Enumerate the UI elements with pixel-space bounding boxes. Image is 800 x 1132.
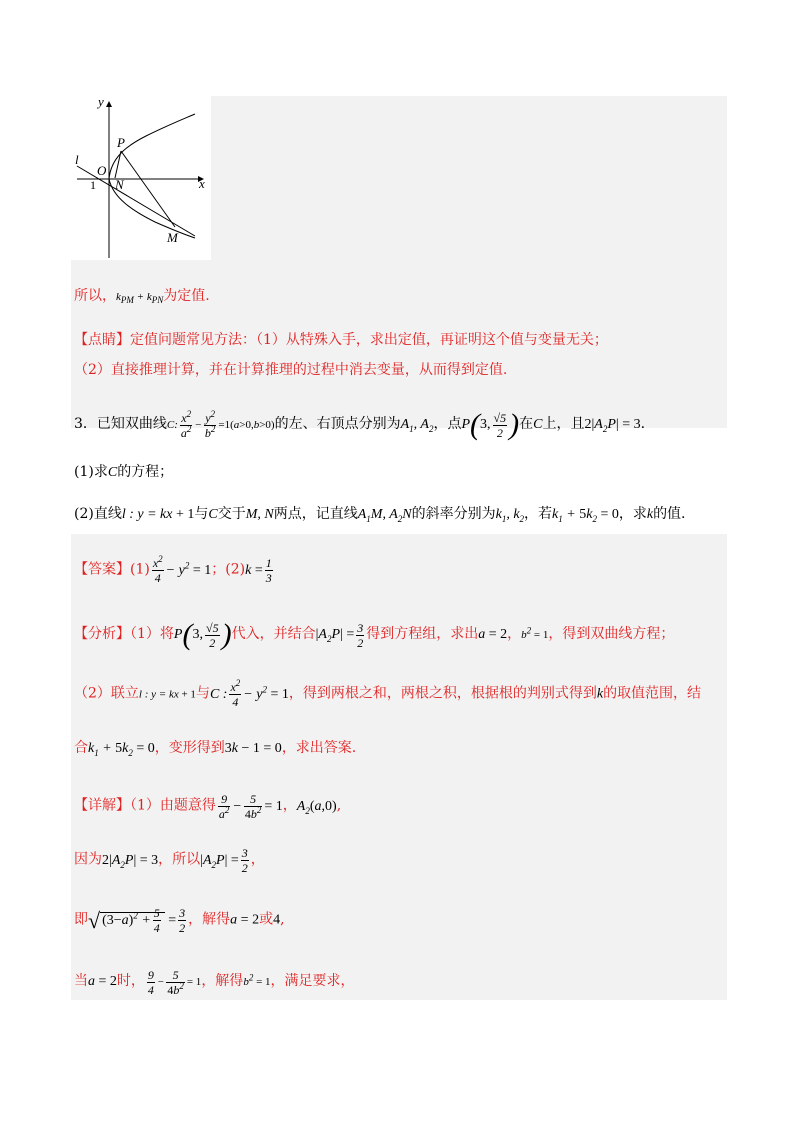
part2-text-g: ，求 bbox=[618, 506, 647, 522]
dianjing-tag: 【点睛】 bbox=[74, 332, 130, 348]
detail-e2: ，所以 bbox=[158, 851, 201, 868]
dianjing-text-2: （2）直接推理计算，并在计算推理的过程中消去变量，从而得到定值. bbox=[74, 362, 508, 378]
part2-text-b: 与 bbox=[194, 506, 209, 522]
problem-text-1: 已知双曲线 bbox=[96, 416, 167, 433]
analysis-b2-eq-1: $b^2 = 1$ bbox=[521, 625, 549, 642]
detail-f3: 或 bbox=[259, 911, 274, 928]
detail-line-4 bbox=[74, 968, 355, 997]
part2-text-c: 交于 bbox=[217, 506, 246, 522]
analysis-tag: 【分析】 bbox=[74, 626, 130, 643]
detail-system-2: $\frac{9}{4}$ − $\frac{5}{4b^2}$ = 1 bbox=[147, 968, 202, 997]
n-label: N bbox=[115, 177, 124, 192]
answer-part1-label: (1) bbox=[130, 561, 150, 578]
detail-line-2 bbox=[74, 846, 265, 875]
line-l-expr: l : y = kx + 1 bbox=[121, 507, 195, 522]
analysis-point-p: P(3, $\frac{√5}{2}$ ) bbox=[173, 618, 232, 651]
k-sum-expr: $k_{PM} + k_{PN}$ bbox=[116, 291, 164, 306]
detail-e1: 因为 bbox=[74, 851, 102, 868]
figure-svg bbox=[71, 96, 211, 260]
c-symbol: C bbox=[533, 417, 543, 433]
detail-a2-point: $A_2(a,0)$ bbox=[296, 798, 337, 816]
detail-b2-eq-1: $b^2 = 1$ bbox=[243, 972, 271, 989]
detail-a-eq-2: a = 2 bbox=[230, 912, 260, 928]
condition-expr: $2|A_2P| = 3$ bbox=[584, 417, 641, 435]
part2-text-d: 两点，记直线 bbox=[273, 506, 358, 522]
m-label: M bbox=[167, 230, 178, 245]
segment-pm bbox=[121, 151, 175, 227]
one-label: 1 bbox=[90, 178, 96, 192]
dianjing-line-2 bbox=[74, 360, 507, 380]
detail-f2: ，解得 bbox=[188, 911, 231, 928]
hyperbola-equation: C: $\frac{x^2}{a^2}$ − $\frac{y^2}{b^2}$ =1(a>0,b>0) bbox=[166, 409, 275, 441]
detail-line-3: 即√ $(3-a)^2$ + $\frac{5}{4}$ = $\frac{3}{2}$ ，解得a = 2或4, bbox=[74, 906, 285, 935]
analysis-b3: ，得到两根之和，两根之积，根据根的判别式得到 bbox=[288, 685, 597, 702]
answer-tag: 【答案】 bbox=[74, 561, 130, 578]
analysis-a3: 得到方程组，求出 bbox=[366, 626, 479, 643]
detail-d2: ， bbox=[282, 797, 297, 814]
hyperbola-figure bbox=[71, 96, 211, 260]
analysis-line-2 bbox=[74, 680, 701, 709]
analysis-a1: （1）将 bbox=[130, 626, 174, 643]
k-symbol: k bbox=[646, 507, 654, 522]
x-label: x bbox=[199, 176, 205, 191]
detail-four: 4 bbox=[273, 912, 281, 928]
line-l bbox=[77, 166, 195, 236]
problem-text-3: ，点 bbox=[433, 416, 462, 433]
part-2-line bbox=[74, 504, 686, 525]
detail-line-1: 【详解】（1）由题意得 $\frac{9}{a^2}$ − $\frac{5}{4b^2}$ = 1，$A_2(a,0)$, bbox=[74, 792, 342, 821]
o-label: O bbox=[97, 163, 107, 178]
analysis-line-3 bbox=[74, 738, 356, 759]
l-label: l bbox=[75, 152, 79, 167]
dianjing-text-1: 定值问题常见方法：（1）从特殊入手，求出定值，再证明这个值与变量无关； bbox=[130, 332, 608, 348]
conclusion-line bbox=[74, 286, 210, 307]
detail-d1: （1）由题意得 bbox=[130, 797, 216, 814]
problem-text-4: 在 bbox=[519, 416, 534, 433]
slopes-expr: $k_1$, $k_2$ bbox=[495, 507, 525, 524]
analysis-c3: ，求出答案. bbox=[281, 740, 357, 756]
analysis-slope-rel: $k_1 + 5k_2 = 0$ bbox=[88, 741, 155, 758]
detail-g1: 当 bbox=[74, 973, 88, 990]
segment-pn bbox=[115, 151, 121, 178]
part-1-line bbox=[74, 462, 173, 483]
analysis-a-eq-2: a = 2 bbox=[478, 627, 508, 643]
part2-text-e: 的斜率分别为 bbox=[411, 506, 496, 522]
analysis-c2: ，变形得到 bbox=[154, 740, 225, 756]
lines-expr: $A_1M$, $A_2N$ bbox=[357, 507, 412, 524]
dianjing-line-1 bbox=[74, 330, 608, 350]
analysis-b2: 与 bbox=[195, 685, 210, 702]
detail-a2p-half: $|A_2P|$ = $\frac{3}{2}$ bbox=[200, 846, 248, 875]
problem-text-2: 的左、右顶点分别为 bbox=[274, 416, 401, 433]
analysis-a4: ， bbox=[507, 626, 522, 643]
detail-g2: 时， bbox=[116, 973, 145, 990]
p-label: P bbox=[117, 135, 125, 150]
part1-text-a: (1)求 bbox=[74, 464, 108, 480]
problem-statement: 3．已知双曲线C: $\frac{x^2}{a^2}$ − $\frac{y^2}{b^2}$ =1(a>0,b>0)的左、右顶点分别为$A_1$, $A_2$，点P(3, $\frac{√5}{2}$ )在C上，且$2|A_2P| = 3$. bbox=[74, 408, 646, 441]
answer-1-expr: $\frac{x^2}{4}$ − $y^2 = 1$ bbox=[152, 554, 212, 585]
y-label: y bbox=[98, 96, 104, 109]
detail-condition: $2|A_2P| = 3$ bbox=[102, 852, 159, 870]
c-symbol-2: C bbox=[107, 465, 118, 480]
analysis-c-eq: C : $\frac{x^2}{4}$ − $y^2 = 1$ bbox=[209, 678, 289, 709]
conclusion-prefix: 所以， bbox=[74, 288, 116, 304]
analysis-line-l: l : y = kx + 1 bbox=[138, 688, 196, 701]
analysis-c1: 合 bbox=[74, 740, 88, 756]
detail-a-eq-2-b: a = 2 bbox=[88, 974, 117, 990]
mn-expr: M, N bbox=[245, 507, 274, 522]
analysis-a5: ，得到双曲线方程； bbox=[548, 626, 675, 643]
analysis-b1: （2）联立 bbox=[74, 685, 139, 702]
analysis-k: k bbox=[596, 686, 604, 702]
part2-text-h: 的值. bbox=[653, 506, 686, 522]
detail-f1: 即 bbox=[74, 911, 88, 928]
part2-text-a: (2)直线 bbox=[74, 506, 122, 522]
analysis-a2p: $|A_2P|$ = $\frac{3}{2}$ bbox=[315, 620, 364, 650]
analysis-a2: 代入，并结合 bbox=[231, 626, 316, 643]
conclusion-suffix: 为定值. bbox=[163, 288, 210, 304]
answer-line bbox=[74, 556, 275, 585]
problem-number: 3． bbox=[74, 416, 97, 433]
detail-tag: 【详解】 bbox=[74, 797, 130, 814]
c-symbol-3: C bbox=[208, 507, 218, 522]
detail-sqrt-eq: √ $(3-a)^2$ + $\frac{5}{4}$ = $\frac{3}{2}$ bbox=[88, 906, 186, 935]
detail-g3: ，解得 bbox=[201, 973, 244, 990]
detail-g4: ，满足要求， bbox=[270, 973, 355, 990]
answer-separator: ；(2) bbox=[211, 561, 246, 578]
detail-e3: ， bbox=[250, 851, 265, 868]
vertices-expr: $A_1$, $A_2$ bbox=[400, 417, 434, 435]
problem-text-5: 上，且 bbox=[542, 416, 585, 433]
analysis-b4: 的取值范围，结 bbox=[603, 685, 702, 702]
analysis-line-1 bbox=[74, 620, 674, 650]
slope-relation-expr: $k_1 + 5k_2 = 0$ bbox=[552, 507, 619, 524]
part2-text-f: ，若 bbox=[524, 506, 553, 522]
answer-2-expr: k = $\frac{1}{3}$ bbox=[245, 556, 272, 585]
detail-system-1: $\frac{9}{a^2}$ − $\frac{5}{4b^2}$ = 1 bbox=[218, 792, 283, 821]
part1-text-b: 的方程； bbox=[117, 464, 174, 480]
point-p-expr: P(3, $\frac{√5}{2}$ ) bbox=[461, 408, 520, 441]
analysis-3k-1: 3k − 1 = 0 bbox=[224, 741, 282, 756]
